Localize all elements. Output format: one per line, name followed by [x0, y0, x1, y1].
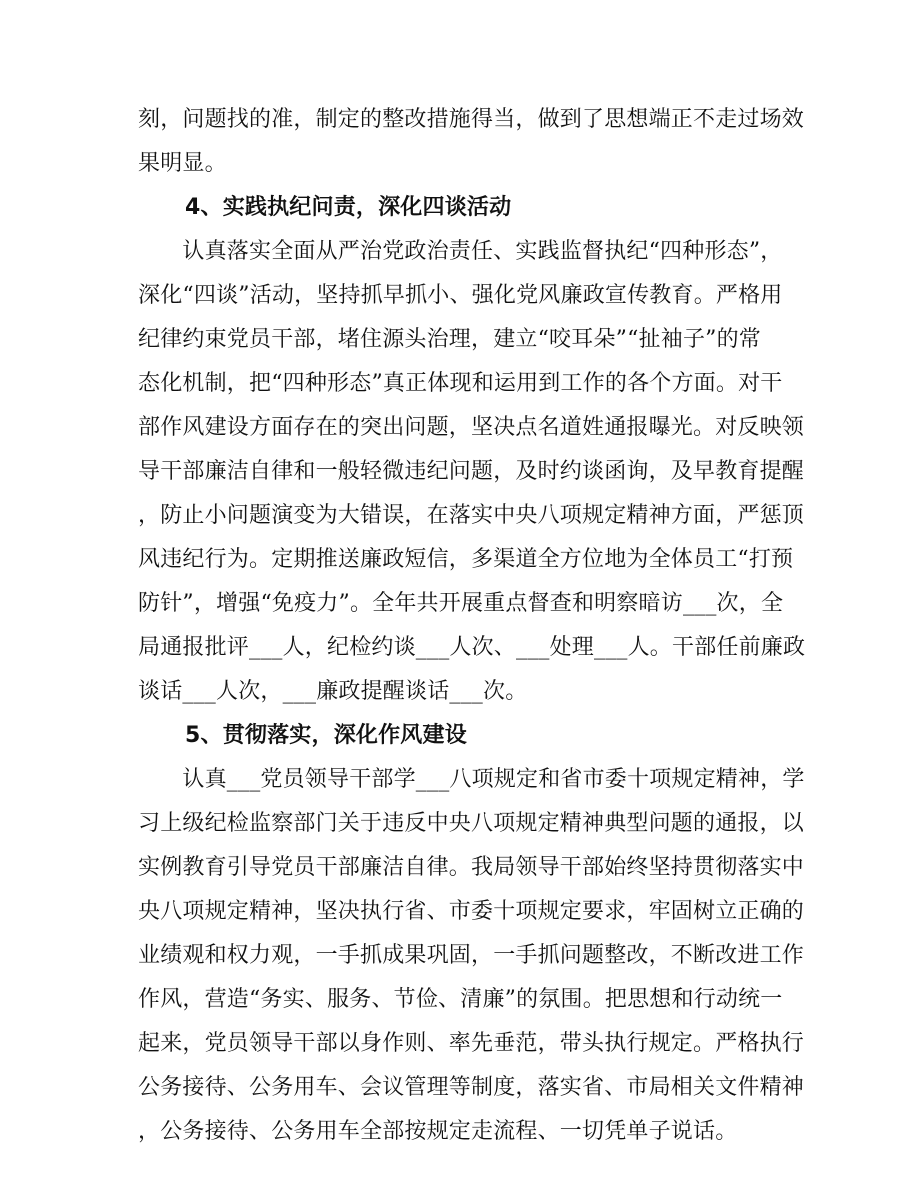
text-line: 纪律约束党员干部，堵住源头治理，建立“咬耳朵”“扯袖子”的常 [138, 327, 761, 352]
text-line: 认真___党员领导干部学___八项规定和省市委十项规定精神，学 [138, 767, 805, 792]
text-line: 果明显。 [138, 151, 227, 176]
text-line: 业绩观和权力观，一手抓成果巩固，一手抓问题整改，不断改进工作 [138, 943, 805, 968]
section-heading: 4、实践执纪问责，深化四谈活动 [185, 195, 512, 220]
text-line: 谈话___人次，___廉政提醒谈话___次。 [138, 679, 528, 704]
text-line: 央八项规定精神，坚决执行省、市委十项规定要求，牢固树立正确的 [138, 899, 805, 924]
text-line: 实例教育引导党员干部廉洁自律。我局领导干部始终坚持贯彻落实中 [138, 855, 805, 880]
text-line: 习上级纪检监察部门关于违反中央八项规定精神典型问题的通报，以 [138, 811, 805, 836]
text-line: 刻，问题找的准，制定的整改措施得当，做到了思想端正不走过场效 [138, 107, 805, 132]
text-line: 导干部廉洁自律和一般轻微违纪问题，及时约谈函询，及早教育提醒 [138, 459, 805, 484]
text-line: 起来，党员领导干部以身作则、率先垂范，带头执行规定。严格执行 [138, 1031, 805, 1056]
text-line: 公务接待、公务用车、会议管理等制度，落实省、市局相关文件精神 [138, 1075, 805, 1100]
text-line: 局通报批评___人，纪检约谈___人次、___处理___人。干部任前廉政 [138, 635, 806, 660]
text-line: 认真落实全面从严治党政治责任、实践监督执纪“四种形态”， [138, 239, 783, 264]
text-line: ，公务接待、公务用车全部按规定走流程、一切凭单子说话。 [138, 1119, 738, 1144]
text-line: 防针”，增强“免疫力”。全年共开展重点督查和明察暗访___次，全 [138, 591, 784, 616]
text-line: 深化“四谈”活动，坚持抓早抓小、强化党风廉政宣传教育。严格用 [138, 283, 783, 308]
text-line: 态化机制，把“四种形态”真正体现和运用到工作的各个方面。对干 [138, 371, 783, 396]
text-line: 部作风建设方面存在的突出问题，坚决点名道姓通报曝光。对反映领 [138, 415, 805, 440]
text-line: 作风，营造“务实、服务、节俭、清廉”的氛围。把思想和行动统一 [138, 987, 783, 1012]
text-line: ，防止小问题演变为大错误，在落实中央八项规定精神方面，严惩顶 [138, 503, 805, 528]
text-line: 风违纪行为。定期推送廉政短信，多渠道全方位地为全体员工“打预 [138, 547, 794, 572]
section-heading: 5、贯彻落实，深化作风建设 [185, 723, 467, 748]
